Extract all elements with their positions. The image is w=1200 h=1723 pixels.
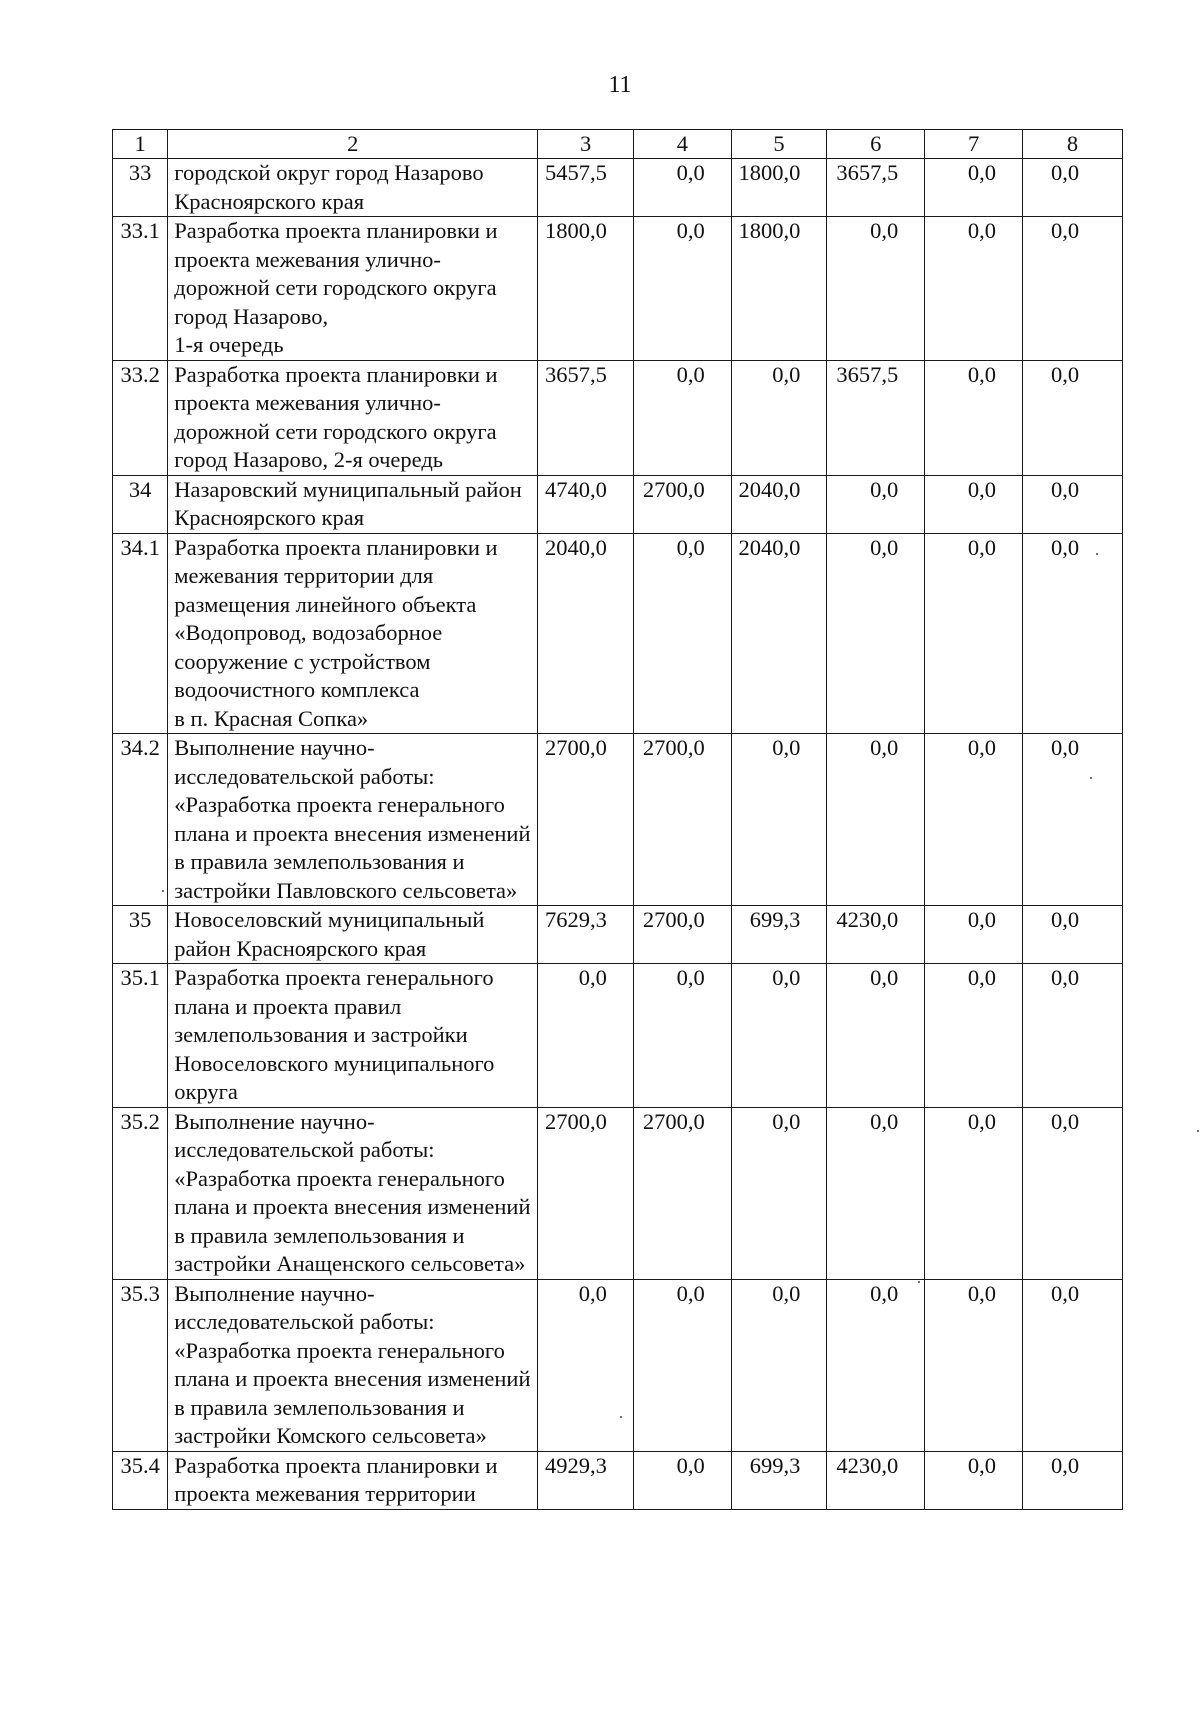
scan-speck	[162, 890, 164, 892]
value-cell-col8: 0,0	[1022, 906, 1122, 964]
row-number: 34.1	[113, 533, 168, 734]
value-cell-col5: 699,3	[731, 906, 827, 964]
value-cell-col6: 4230,0	[827, 1451, 925, 1509]
value-cell-col7: 0,0	[925, 533, 1023, 734]
value-cell-col7: 0,0	[925, 734, 1023, 906]
value-cell-col5: 0,0	[731, 1107, 827, 1279]
scan-speck	[1096, 553, 1098, 555]
page-number: 11	[608, 72, 632, 98]
table-row	[113, 1451, 1123, 1509]
row-description: Выполнение научно-исследовательской работы: «Разработка проекта генерального плана и проекта внесения изменений в правила землепользования и застройки Павловского сельсовета»	[168, 734, 538, 906]
value-cell-col6: 0,0	[827, 533, 925, 734]
row-number: 35.3	[113, 1279, 168, 1451]
row-number: 35.1	[113, 964, 168, 1108]
value-cell-col6: 3657,5	[827, 159, 925, 217]
row-description: Выполнение научно-исследовательской работы: «Разработка проекта генерального плана и проекта внесения изменений в правила землепользования и застройки Анащенского сельсовета»	[168, 1107, 538, 1279]
table-row	[113, 906, 1123, 964]
value-cell-col4: 2700,0	[633, 475, 731, 533]
scan-speck	[1197, 1130, 1199, 1132]
row-number: 33.2	[113, 360, 168, 475]
value-cell-col8: 0,0	[1022, 533, 1122, 734]
row-number: 34.2	[113, 734, 168, 906]
column-header: 7	[925, 130, 1023, 159]
value-cell-col6: 0,0	[827, 475, 925, 533]
row-description: Разработка проекта планировки и проекта межевания улично-дорожной сети городского округа город Назарово, 2-я очередь	[168, 360, 538, 475]
value-cell-col6: 0,0	[827, 217, 925, 361]
table-row	[113, 964, 1123, 1108]
funding-table	[112, 129, 1123, 1510]
value-cell-col4: 0,0	[633, 360, 731, 475]
value-cell-col3: 3657,5	[538, 360, 634, 475]
column-header: 2	[168, 130, 538, 159]
value-cell-col7: 0,0	[925, 1107, 1023, 1279]
row-description: Новоселовский муниципальный район Красноярского края	[168, 906, 538, 964]
scan-speck	[620, 1416, 622, 1418]
row-description: Разработка проекта планировки и проекта межевания территории	[168, 1451, 538, 1509]
value-cell-col6: 0,0	[827, 734, 925, 906]
value-cell-col3: 2700,0	[538, 1107, 634, 1279]
value-cell-col8: 0,0	[1022, 159, 1122, 217]
value-cell-col3: 4740,0	[538, 475, 634, 533]
row-number: 33	[113, 159, 168, 217]
value-cell-col6: 3657,5	[827, 360, 925, 475]
value-cell-col4: 0,0	[633, 159, 731, 217]
value-cell-col6: 0,0	[827, 1279, 925, 1451]
value-cell-col7: 0,0	[925, 475, 1023, 533]
table-body	[113, 159, 1123, 1510]
value-cell-col8: 0,0	[1022, 217, 1122, 361]
value-cell-col7: 0,0	[925, 159, 1023, 217]
value-cell-col8: 0,0	[1022, 964, 1122, 1108]
value-cell-col5: 0,0	[731, 964, 827, 1108]
value-cell-col5: 2040,0	[731, 475, 827, 533]
row-number: 33.1	[113, 217, 168, 361]
row-description: городской округ город Назарово Красноярского края	[168, 159, 538, 217]
table-row	[113, 1279, 1123, 1451]
column-header: 4	[633, 130, 731, 159]
table-row	[113, 734, 1123, 906]
column-header: 3	[538, 130, 634, 159]
table-header-row	[113, 130, 1123, 159]
value-cell-col6: 0,0	[827, 1107, 925, 1279]
value-cell-col7: 0,0	[925, 964, 1023, 1108]
column-header: 1	[113, 130, 168, 159]
value-cell-col8: 0,0	[1022, 1451, 1122, 1509]
value-cell-col3: 4929,3	[538, 1451, 634, 1509]
value-cell-col3: 2040,0	[538, 533, 634, 734]
value-cell-col4: 2700,0	[633, 1107, 731, 1279]
row-number: 35.4	[113, 1451, 168, 1509]
row-description: Разработка проекта планировки и межевания территории для размещения линейного объекта «Водопровод, водозаборное сооружение с устройством водоочистного комплекса в п. Красная Сопка»	[168, 533, 538, 734]
value-cell-col8: 0,0	[1022, 734, 1122, 906]
value-cell-col4: 0,0	[633, 217, 731, 361]
value-cell-col3: 5457,5	[538, 159, 634, 217]
value-cell-col7: 0,0	[925, 1279, 1023, 1451]
table-row	[113, 1107, 1123, 1279]
value-cell-col8: 0,0	[1022, 1279, 1122, 1451]
value-cell-col3: 0,0	[538, 1279, 634, 1451]
row-description: Выполнение научно-исследовательской работы: «Разработка проекта генерального плана и проекта внесения изменений в правила землепользования и застройки Комского сельсовета»	[168, 1279, 538, 1451]
scan-speck	[918, 1281, 920, 1283]
table-row	[113, 475, 1123, 533]
value-cell-col3: 1800,0	[538, 217, 634, 361]
value-cell-col4: 2700,0	[633, 906, 731, 964]
row-number: 34	[113, 475, 168, 533]
value-cell-col3: 2700,0	[538, 734, 634, 906]
column-header: 5	[731, 130, 827, 159]
table-row	[113, 360, 1123, 475]
value-cell-col7: 0,0	[925, 360, 1023, 475]
value-cell-col5: 1800,0	[731, 217, 827, 361]
value-cell-col7: 0,0	[925, 906, 1023, 964]
value-cell-col8: 0,0	[1022, 475, 1122, 533]
value-cell-col5: 1800,0	[731, 159, 827, 217]
value-cell-col7: 0,0	[925, 1451, 1023, 1509]
value-cell-col8: 0,0	[1022, 1107, 1122, 1279]
value-cell-col4: 0,0	[633, 964, 731, 1108]
table-row	[113, 533, 1123, 734]
value-cell-col5: 2040,0	[731, 533, 827, 734]
value-cell-col5: 0,0	[731, 734, 827, 906]
value-cell-col6: 4230,0	[827, 906, 925, 964]
value-cell-col6: 0,0	[827, 964, 925, 1108]
value-cell-col5: 0,0	[731, 360, 827, 475]
column-header: 8	[1022, 130, 1122, 159]
row-description: Разработка проекта генерального плана и проекта правил землепользования и застройки Новоселовского муниципального округа	[168, 964, 538, 1108]
row-description: Разработка проекта планировки и проекта межевания улично-дорожной сети городского округа город Назарово, 1-я очередь	[168, 217, 538, 361]
value-cell-col4: 0,0	[633, 1451, 731, 1509]
value-cell-col7: 0,0	[925, 217, 1023, 361]
value-cell-col3: 7629,3	[538, 906, 634, 964]
value-cell-col4: 0,0	[633, 533, 731, 734]
value-cell-col4: 0,0	[633, 1279, 731, 1451]
value-cell-col3: 0,0	[538, 964, 634, 1108]
row-number: 35	[113, 906, 168, 964]
table-row	[113, 217, 1123, 361]
column-header: 6	[827, 130, 925, 159]
value-cell-col5: 699,3	[731, 1451, 827, 1509]
scan-speck	[1090, 777, 1092, 779]
value-cell-col8: 0,0	[1022, 360, 1122, 475]
value-cell-col4: 2700,0	[633, 734, 731, 906]
value-cell-col5: 0,0	[731, 1279, 827, 1451]
row-number: 35.2	[113, 1107, 168, 1279]
table-row	[113, 159, 1123, 217]
row-description: Назаровский муниципальный район Красноярского края	[168, 475, 538, 533]
